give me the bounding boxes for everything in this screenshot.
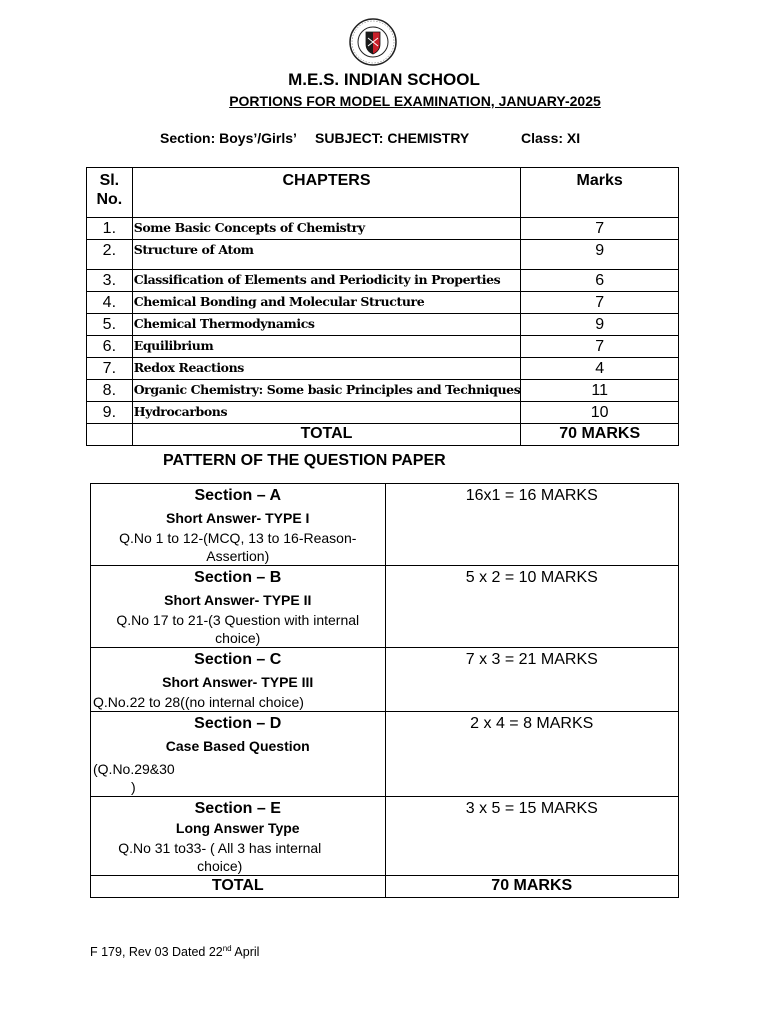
section-name: Section – D bbox=[194, 715, 282, 732]
section-row bbox=[91, 797, 679, 876]
section-row bbox=[91, 712, 679, 797]
section-type: Short Answer- TYPE I bbox=[166, 510, 310, 526]
table-row bbox=[87, 270, 679, 292]
section-type: Short Answer- TYPE III bbox=[162, 674, 314, 690]
section-marks: 16x1 = 16 MARKS bbox=[385, 484, 679, 566]
section-label: Section: Boys’/Girls’ bbox=[160, 130, 297, 146]
section-desc: Q.No 31 to33- ( All 3 has internal choice) bbox=[118, 840, 322, 874]
section-row bbox=[91, 484, 679, 566]
row-number: 5. bbox=[87, 314, 133, 336]
section-name: Section – B bbox=[194, 569, 282, 586]
section-name: Section – A bbox=[194, 487, 282, 504]
total-marks: 70 MARKS bbox=[521, 424, 679, 446]
footer-note bbox=[90, 944, 259, 959]
table-row bbox=[87, 240, 679, 270]
table-row bbox=[87, 380, 679, 402]
footer-superscript: nd bbox=[222, 944, 232, 953]
section-marks: 3 x 5 = 15 MARKS bbox=[385, 797, 679, 876]
subject-label: SUBJECT: CHEMISTRY bbox=[315, 130, 470, 146]
section-cell bbox=[91, 484, 386, 566]
row-number: 3. bbox=[87, 270, 133, 292]
chapters-total-row bbox=[87, 424, 679, 446]
chapter-name: Organic Chemistry: Some basic Principles and Techniques bbox=[132, 380, 521, 402]
section-desc: Q.No 1 to 12-(MCQ, 13 to 16-Reason-Assertion) bbox=[119, 530, 357, 564]
section-row bbox=[91, 566, 679, 648]
section-name: Section – C bbox=[194, 651, 282, 668]
section-desc: (Q.No.29&30 bbox=[93, 761, 175, 777]
row-number: 9. bbox=[87, 402, 133, 424]
chapter-marks: 6 bbox=[521, 270, 679, 292]
chapter-marks: 11 bbox=[521, 380, 679, 402]
row-number: 6. bbox=[87, 336, 133, 358]
chapter-name: Hydrocarbons bbox=[132, 402, 521, 424]
pattern-total-marks: 70 MARKS bbox=[385, 876, 679, 898]
section-type: Long Answer Type bbox=[175, 820, 300, 836]
chapter-marks: 7 bbox=[521, 218, 679, 240]
chapter-name: Structure of Atom bbox=[132, 240, 521, 270]
section-cell bbox=[91, 566, 386, 648]
chapter-name: Some Basic Concepts of Chemistry bbox=[132, 218, 521, 240]
pattern-total-label: TOTAL bbox=[91, 876, 386, 898]
chapter-marks: 9 bbox=[521, 240, 679, 270]
section-marks: 7 x 3 = 21 MARKS bbox=[385, 648, 679, 712]
table-row bbox=[87, 402, 679, 424]
section-type: Short Answer- TYPE II bbox=[164, 592, 312, 608]
chapters-header-row bbox=[87, 168, 679, 218]
row-number: 8. bbox=[87, 380, 133, 402]
chapter-name: Equilibrium bbox=[132, 336, 521, 358]
section-type: Case Based Question bbox=[165, 738, 310, 754]
marks-header: Marks bbox=[521, 168, 679, 218]
class-label: Class: XI bbox=[521, 130, 581, 146]
section-cell bbox=[91, 648, 386, 712]
table-row bbox=[87, 314, 679, 336]
section-desc: Q.No.22 to 28((no internal choice) bbox=[93, 694, 304, 710]
chapter-name: Chemical Thermodynamics bbox=[132, 314, 521, 336]
section-marks: 5 x 2 = 10 MARKS bbox=[385, 566, 679, 648]
chapter-marks: 7 bbox=[521, 292, 679, 314]
chapter-marks: 9 bbox=[521, 314, 679, 336]
sl-header-line1: Sl. bbox=[99, 172, 120, 189]
section-cell bbox=[91, 712, 386, 797]
table-row bbox=[87, 218, 679, 240]
pattern-table bbox=[90, 483, 679, 898]
section-marks: 2 x 4 = 8 MARKS bbox=[385, 712, 679, 797]
table-row bbox=[87, 336, 679, 358]
sl-no-header bbox=[87, 168, 133, 218]
chapter-marks: 4 bbox=[521, 358, 679, 380]
exam-title: PORTIONS FOR MODEL EXAMINATION, JANUARY-2025 bbox=[229, 93, 601, 109]
sl-header-line2: No. bbox=[96, 191, 123, 208]
row-number: 4. bbox=[87, 292, 133, 314]
section-cell bbox=[91, 797, 386, 876]
table-row bbox=[87, 292, 679, 314]
chapters-table bbox=[86, 167, 679, 446]
chapters-header: CHAPTERS bbox=[132, 168, 521, 218]
section-name: Section – E bbox=[194, 800, 281, 817]
pattern-title: PATTERN OF THE QUESTION PAPER bbox=[163, 452, 446, 469]
empty-cell bbox=[87, 424, 133, 446]
chapter-marks: 7 bbox=[521, 336, 679, 358]
chapter-name: Redox Reactions bbox=[132, 358, 521, 380]
pattern-total-row bbox=[91, 876, 679, 898]
row-number: 2. bbox=[87, 240, 133, 270]
section-desc-end: ) bbox=[131, 779, 136, 795]
chapter-name: Chemical Bonding and Molecular Structure bbox=[132, 292, 521, 314]
row-number: 1. bbox=[87, 218, 133, 240]
chapter-marks: 10 bbox=[521, 402, 679, 424]
chapter-name: Classification of Elements and Periodicity in Properties bbox=[132, 270, 521, 292]
section-desc: Q.No 17 to 21-(3 Question with internal choice) bbox=[116, 612, 360, 646]
school-name: M.E.S. INDIAN SCHOOL bbox=[288, 70, 480, 89]
section-row bbox=[91, 648, 679, 712]
row-number: 7. bbox=[87, 358, 133, 380]
footer-text: F 179, Rev 03 Dated 22 bbox=[90, 945, 223, 960]
table-row bbox=[87, 358, 679, 380]
total-label: TOTAL bbox=[132, 424, 521, 446]
footer-text-after: April bbox=[231, 945, 260, 960]
school-logo bbox=[347, 18, 399, 66]
